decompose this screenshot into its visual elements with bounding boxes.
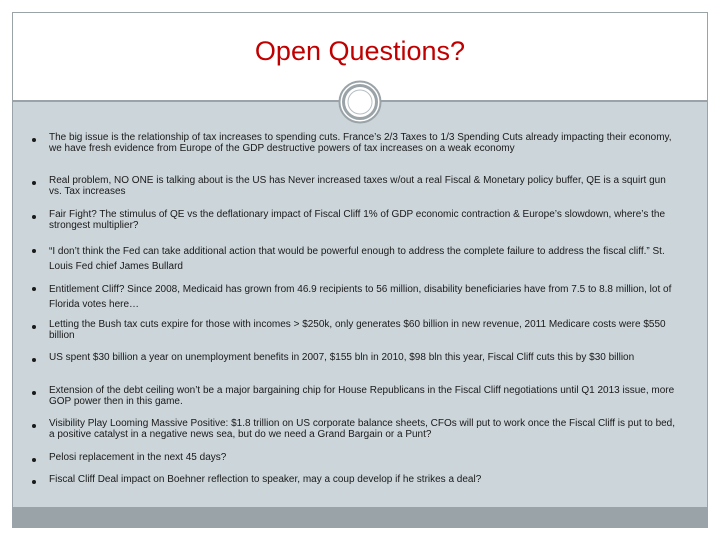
bullet-text: Visibility Play Looming Massive Positive: $1.8 trillion on US corporate balance sheets, CFOs will put to work once the Fiscal Cliff is put to bed, a positive catalyst in a negative news sea, but do we need a Grand Bargain or a Punt? [49,418,676,440]
bullet-icon [32,391,36,395]
bullet-icon [32,215,36,219]
bullet-text: Extension of the debt ceiling won’t be a major bargaining chip for House Republicans in the Fiscal Cliff negotiations until Q1 2013 issue, more GOP power then in this game. [49,385,675,407]
bullet-text: Entitlement Cliff? Since 2008, Medicaid has grown from 46.9 recipients to 56 million, disability beneficiaries have from 7.5 to 8.8 million, lot of Florida votes here… [49,284,672,310]
bullet-text: The big issue is the relationship of tax increases to spending cuts. France’s 2/3 Taxes to 1/3 Spending Cuts already impacting their economy, we have fresh evidence from Europe of the GDP destructive powers of tax increases on a weak economy [49,132,672,154]
content-area [13,102,707,507]
bullet-icon [32,138,36,142]
bullet-icon [32,480,36,484]
slide-title: Open Questions? [254,36,466,66]
bullet-text: Pelosi replacement in the next 45 days? [49,452,227,463]
circle-ornament-icon [338,80,382,124]
bullet-text: Fair Fight? The stimulus of QE vs the deflationary impact of Fiscal Cliff 1% of GDP economic contraction & Europe’s slowdown, where’s the strongest multiplier? [49,209,666,231]
title-area [13,13,707,90]
bullet-icon [32,287,36,291]
bullet-icon [32,325,36,329]
bullet-text: Real problem, NO ONE is talking about is the US has Never increased taxes w/out a real Fiscal & Monetary policy buffer, QE is a squirt gun vs. Tax increases [49,175,666,197]
bullet-text: “I don’t think the Fed can take additional action that would be powerful enough to address the complete failure to address the fiscal cliff.” St. Louis Fed chief James Bullard [49,246,665,272]
bullet-text: US spent $30 billion a year on unemployment benefits in 2007, $155 bln in 2010, $98 bln this year, Fiscal Cliff cuts this by $30 billion [49,352,635,363]
bullet-icon [32,358,36,362]
bullet-icon [32,181,36,185]
bullet-text: Fiscal Cliff Deal impact on Boehner reflection to speaker, may a coup develop if he strikes a deal? [49,474,482,485]
bullet-icon [32,458,36,462]
bullet-icon [32,249,36,253]
bullet-icon [32,424,36,428]
footer-bar [13,507,707,527]
bullet-text: Letting the Bush tax cuts expire for those with incomes > $250k, only generates $60 billion in new revenue, 2011 Medicare costs were $550 billion [49,319,666,341]
